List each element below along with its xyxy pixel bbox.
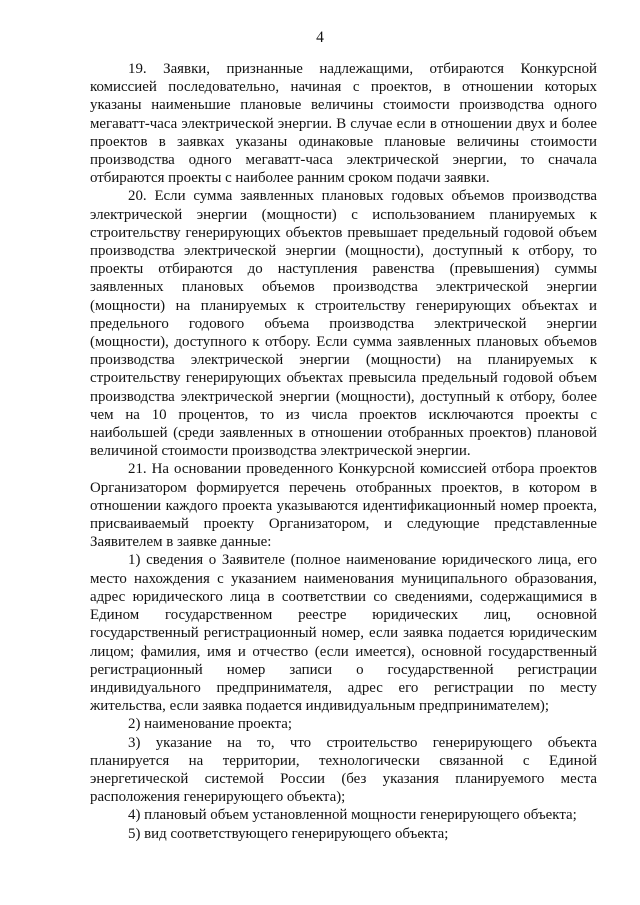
list-item-1: 1) сведения о Заявителе (полное наименование юридического лица, его место нахождения с указанием наименования муниципального образования, адрес юридического лица в соответствии со сведениями, содержащимися в Едином государственном реестре юридических лиц, основной государственный регистрационный номер, если заявка подается юридическим лицом; фамилия, имя и отчество (если имеется), основной государственный регистрационный номер записи о государственной регистрации индивидуального предпринимателя, адрес его регистрации по месту жительства, если заявка подается индивидуальным предпринимателем);	[90, 552, 597, 715]
list-item-4: 4) плановый объем установленной мощности генерирующего объекта;	[128, 807, 577, 824]
paragraph-21: 21. На основании проведенного Конкурсной комиссией отбора проектов Организатором формируется перечень отобранных проектов, в котором в отношении каждого проекта указываются идентификационный номер проекта, присваиваемый проекту Организатором, и следующие представленные Заявителем в заявке данные:	[90, 461, 597, 551]
list-item-2: 2) наименование проекта;	[128, 716, 292, 733]
document-body	[90, 60, 597, 843]
paragraph-19: 19. Заявки, признанные надлежащими, отбираются Конкурсной комиссией последовательно, начиная с проектов, в отношении которых указаны наименьшие плановые величины стоимости производства одного мегаватт-часа электрической энергии. В случае если в отношении двух и более проектов в заявках указаны одинаковые плановые величины стоимости производства одного мегаватт-часа электрической энергии, то сначала отбираются проекты с наиболее ранним сроком подачи заявки.	[90, 61, 597, 187]
list-item-5: 5) вид соответствующего генерирующего объекта;	[128, 825, 449, 842]
page-number: 4	[316, 29, 324, 46]
list-item-3: 3) указание на то, что строительство генерирующего объекта планируется на территории, технологически связанной с Единой энергетической системой России (без указания планируемого места расположения генерирующего объекта);	[90, 734, 597, 806]
paragraph-20: 20. Если сумма заявленных плановых годовых объемов производства электрической энергии (мощности) с использованием планируемых к строительству генерирующих объектов превышает предельный годовой объем производства электрической энергии (мощности), доступный к отбору, то проекты отбираются до наступления равенства (превышения) суммы заявленных плановых объемов производства электрической энергии (мощности) на планируемых к строительству генерирующих объектах и предельного годового объема производства электрической энергии (мощности), доступного к отбору. Если сумма заявленных плановых объемов производства электрической энергии (мощности) на планируемых к строительству генерирующих объектах превысила предельный годовой объем производства электрической энергии (мощности), доступный к отбору, более чем на 10 процентов, то из числа проектов исключаются проекты с наибольшей (среди заявленных в отношении отобранных проектов) плановой величиной стоимости производства электрической энергии.	[90, 188, 597, 460]
